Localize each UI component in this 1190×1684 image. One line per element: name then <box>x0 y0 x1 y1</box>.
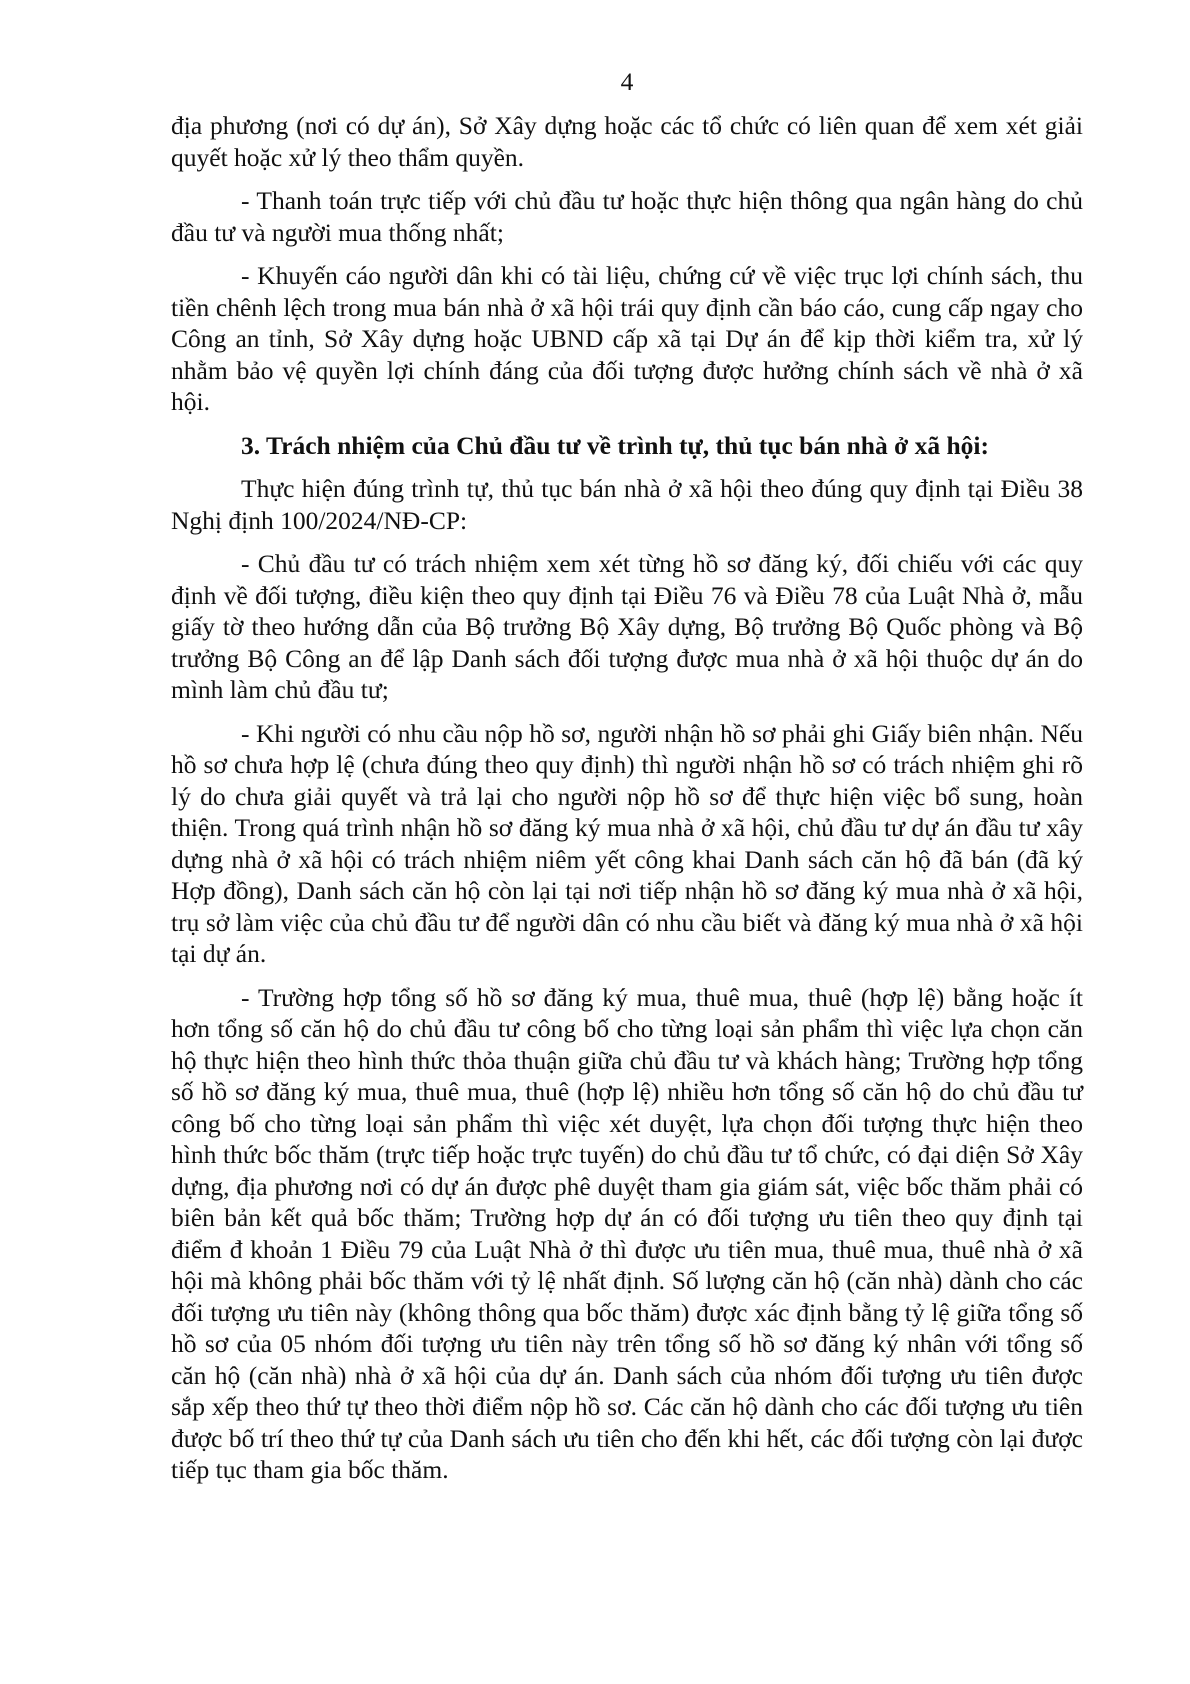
paragraph-procedure-intro: Thực hiện đúng trình tự, thủ tục bán nhà ở xã hội theo đúng quy định tại Điều 38 Nghị định 100/2024/NĐ-CP: <box>171 474 1083 535</box>
paragraph-continuation: địa phương (nơi có dự án), Sở Xây dựng hoặc các tổ chức có liên quan để xem xét giải quyết hoặc xử lý theo thẩm quyền. <box>171 111 1083 172</box>
section-heading-3: 3. Trách nhiệm của Chủ đầu tư về trình tự, thủ tục bán nhà ở xã hội: <box>241 430 989 460</box>
paragraph-receipt: - Khi người có nhu cầu nộp hồ sơ, người nhận hồ sơ phải ghi Giấy biên nhận. Nếu hồ sơ chưa hợp lệ (chưa đúng theo quy định) thì người nhận hồ sơ có trách nhiệm ghi rõ lý do chưa giải quyết và trả lại cho người nộp hồ sơ để thực hiện việc bổ sung, hoàn thiện. Trong quá trình nhận hồ sơ đăng ký mua nhà ở xã hội, chủ đầu tư dự án đầu tư xây dựng nhà ở xã hội có trách nhiệm niêm yết công khai Danh sách căn hộ đã bán (đã ký Hợp đồng), Danh sách căn hộ còn lại tại nơi tiếp nhận hồ sơ đăng ký mua nhà ở xã hội, trụ sở làm việc của chủ đầu tư để người dân có nhu cầu biết và đăng ký mua nhà ở xã hội tại dự án. <box>171 718 1083 968</box>
page-number: 4 <box>620 67 634 96</box>
paragraph-selection: - Trường hợp tổng số hồ sơ đăng ký mua, thuê mua, thuê (hợp lệ) bằng hoặc ít hơn tổng số căn hộ do chủ đầu tư công bố cho từng loại sản phẩm thì việc lựa chọn căn hộ thực hiện theo hình thức thỏa thuận giữa chủ đầu tư và khách hàng; Trường hợp tổng số hồ sơ đăng ký mua, thuê mua, thuê (hợp lệ) nhiều hơn tổng số căn hộ do chủ đầu tư công bố cho từng loại sản phẩm thì việc xét duyệt, lựa chọn đối tượng thực hiện theo hình thức bốc thăm (trực tiếp hoặc trực tuyến) do chủ đầu tư tổ chức, có đại diện Sở Xây dựng, địa phương nơi có dự án được phê duyệt tham gia giám sát, việc bốc thăm phải có biên bản kết quả bốc thăm; Trường hợp dự án có đối tượng ưu tiên theo quy định tại điểm đ khoản 1 Điều 79 của Luật Nhà ở thì được ưu tiên mua, thuê mua, thuê nhà ở xã hội mà không phải bốc thăm với tỷ lệ nhất định. Số lượng căn hộ (căn nhà) dành cho các đối tượng ưu tiên này (không thông qua bốc thăm) được xác định bằng tỷ lệ giữa tổng số hồ sơ của 05 nhóm đối tượng ưu tiên này trên tổng số hồ sơ đăng ký nhân với tổng số căn hộ (căn nhà) nhà ở xã hội của dự án. Danh sách của nhóm đối tượng ưu tiên được sắp xếp theo thứ tự theo thời điểm nộp hồ sơ. Các căn hộ dành cho các đối tượng ưu tiên được bố trí theo thứ tự của Danh sách ưu tiên cho đến khi hết, các đối tượng còn lại được tiếp tục tham gia bốc thăm. <box>171 982 1083 1484</box>
paragraph-recommendation: - Khuyến cáo người dân khi có tài liệu, chứng cứ về việc trục lợi chính sách, thu tiền chênh lệch trong mua bán nhà ở xã hội trái quy định cần báo cáo, cung cấp ngay cho Công an tỉnh, Sở Xây dựng hoặc UBND cấp xã tại Dự án để kịp thời kiểm tra, xử lý nhằm bảo vệ quyền lợi chính đáng của đối tượng được hưởng chính sách về nhà ở xã hội. <box>171 261 1083 416</box>
paragraph-payment: - Thanh toán trực tiếp với chủ đầu tư hoặc thực hiện thông qua ngân hàng do chủ đầu tư và người mua thống nhất; <box>171 186 1083 247</box>
paragraph-review-dossier: - Chủ đầu tư có trách nhiệm xem xét từng hồ sơ đăng ký, đối chiếu với các quy định về đối tượng, điều kiện theo quy định tại Điều 76 và Điều 78 của Luật Nhà ở, mẫu giấy tờ theo hướng dẫn của Bộ trưởng Bộ Xây dựng, Bộ trưởng Bộ Quốc phòng và Bộ trưởng Bộ Công an để lập Danh sách đối tượng được mua nhà ở xã hội thuộc dự án do mình làm chủ đầu tư; <box>171 549 1083 704</box>
